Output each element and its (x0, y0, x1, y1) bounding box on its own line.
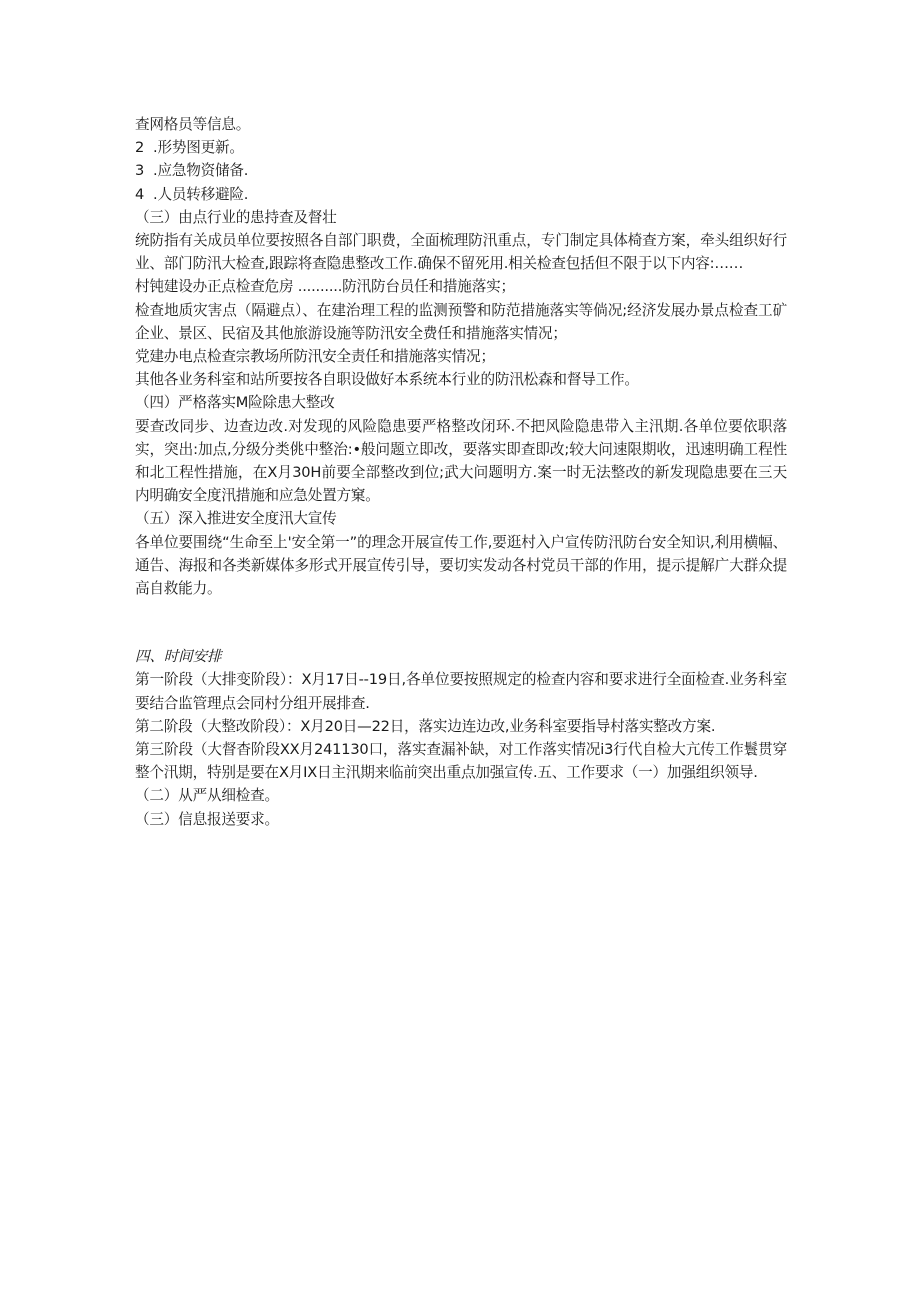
list-text: .人员转移避险. (153, 185, 249, 203)
paragraph-other-departments: 其他各业务科室和站所要按各自职设做好本系统本行业的防汛松森和督导工作。 (135, 371, 639, 389)
paragraph-industry-inspection: 统防指有关成员单位要按照各自部门职费，全面梳理防汛重点，专门制定具体椅查方案，牵头组织好行业、部门防汛大检查,跟踪将查隐患整改工作.确保不留死用.相关检查包括但不限于以下内容:…… (135, 232, 787, 273)
paragraph-strict-inspection: （二）从严从细检查。 (135, 787, 279, 805)
list-item-situation-map (135, 136, 787, 159)
paragraph-rectification: 要查改同步、边查边改.对发现的风险隐患要严格整改闭环.不把风险隐患带入主汛期.各单位要依职落实，突出:加点,分级分类佻中整治:•般问题立即改，要落实即查即改;较大问速限期收，迅速明确工程性和北工程性措施，在X月30H前要全部整改到位;武大问题明方.案一时无法整改的新发现隐患要在三天内明确安全度汛措施和应急处置方窠。 (135, 417, 787, 505)
subsection-heading-5: （五）深入推进安全度汛大宣传 (135, 510, 337, 528)
paragraph-village-housing: 村钝建设办正点检查危房 ..........防汛防台员任和措施落实； (135, 278, 515, 296)
paragraph-stage-2: 第二阶段（大整改阶段）：X月20日—22日，落实边连边改,业务科室要指导村落实整改方案. (135, 717, 716, 735)
paragraph-geo-hazard: 检查地质灾害点（隔避点）、在建治理工程的监测预警和防范措施落实等倘况;经济发展办景点检查工矿企业、景区、民宿及其他旅游设施等防汛安全费任和措施落实情况； (135, 301, 787, 342)
list-text: .形势图更新。 (153, 139, 244, 157)
list-number: 4 (135, 185, 145, 203)
list-item-emergency-supplies (135, 159, 787, 182)
list-text: .应急物资储备. (153, 162, 249, 180)
list-item-evacuation (135, 183, 787, 206)
paragraph-religious-sites: 党建办电点检查宗教场所防汛安全责任和措施落实情况； (135, 348, 495, 366)
paragraph-publicity: 各单位要围绕“生命至上'安全第一”的理念开展宣传工作,要逛村入户宣传防汛防台安全知识,利用横幅、通告、海报和各类新媒体多形式开展宣传引导，要切实发动各村党员干部的作用，提示提解广大群众提高自救能力。 (135, 533, 787, 598)
list-number: 3 (135, 162, 145, 180)
paragraph-stage-1: 第一阶段（大排变阶段）：X月17日--19日,各单位要按照规定的检查内容和要求进行全面检查.业务科室要结合监管理点会同村分组开展排查. (135, 671, 787, 712)
document-body (135, 113, 787, 831)
subsection-heading-4: （四）严格落实M险除患大整改 (135, 394, 335, 412)
paragraph-grid-info: 查网格员等信息。 (135, 116, 251, 133)
paragraph-info-reporting: （三）信息报送要求。 (135, 810, 279, 828)
paragraph-stage-3: 第三阶段（大督杳阶段XX月241130口，落实查漏补缺，对工作落实情况i3行代自检大亢传工作鬟贯穿整个汛期，特别是要在X月IX日主汛期来临前突出重点加强宣传.五、工作要求（一）加强组织领导. (135, 741, 787, 782)
section-spacer (135, 600, 787, 645)
subsection-heading-3: （三）由点行业的患持查及督壮 (135, 208, 337, 226)
list-number: 2 (135, 139, 145, 157)
section-title-schedule: 四、时间安排 (135, 648, 222, 666)
